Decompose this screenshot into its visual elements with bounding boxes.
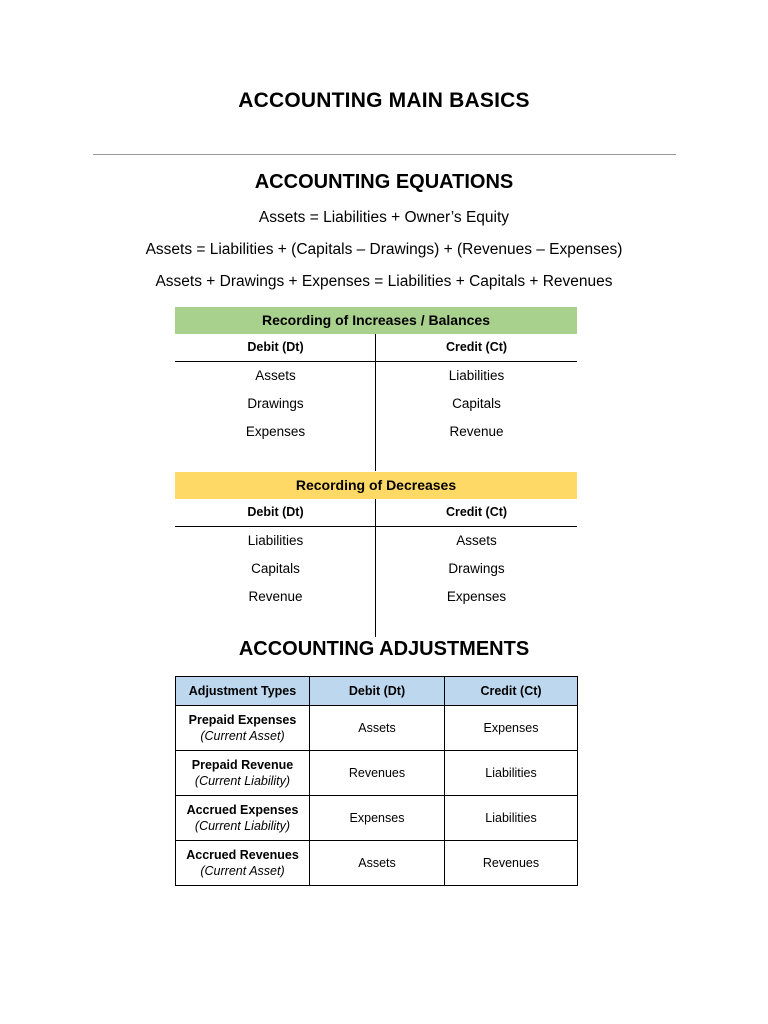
decreases-debit-item: Revenue: [248, 589, 303, 604]
adjustment-type-classification: (Current Liability): [194, 774, 291, 788]
debit-cell: Revenues: [310, 751, 445, 796]
increases-debit-item: Drawings: [247, 396, 304, 411]
adjustment-type-name: Prepaid Expenses: [188, 713, 297, 727]
decreases-debit-label: Debit (Dt): [175, 499, 376, 527]
credit-cell: Liabilities: [445, 796, 578, 841]
equation-rearranged: Assets + Drawings + Expenses = Liabilities + Capitals + Revenues: [155, 273, 613, 290]
adjustments-table: [175, 676, 578, 886]
adjustment-type-name: Accrued Revenues: [186, 848, 299, 862]
decreases-credit-item: Drawings: [448, 561, 505, 576]
increases-credit-column: [376, 334, 577, 446]
title-divider: [93, 154, 676, 155]
adjustments-heading: ACCOUNTING ADJUSTMENTS: [238, 638, 530, 660]
decreases-credit-column: [376, 499, 577, 611]
credit-cell: Liabilities: [445, 751, 578, 796]
increases-debit-item: Assets: [255, 368, 296, 383]
decreases-credit-item: Assets: [456, 533, 497, 548]
increases-credit-item: Revenue: [449, 424, 504, 439]
table-row: [176, 796, 578, 841]
adjustment-type-classification: (Current Asset): [200, 729, 285, 743]
increases-columns: [175, 334, 577, 446]
decreases-divider: [375, 499, 376, 637]
decreases-t-account: [175, 472, 577, 611]
table-row: [176, 841, 578, 886]
adjustment-type-name: Prepaid Revenue: [191, 758, 294, 772]
decreases-debit-item: Capitals: [251, 561, 300, 576]
decreases-columns: [175, 499, 577, 611]
decreases-debit-column: [175, 499, 376, 611]
adjustment-type-name: Accrued Expenses: [186, 803, 299, 817]
decreases-credit-item: Expenses: [446, 589, 507, 604]
debit-cell: Assets: [310, 841, 445, 886]
decreases-credit-label: Credit (Ct): [376, 499, 577, 527]
increases-t-account: [175, 307, 577, 446]
increases-debit-item: Expenses: [245, 424, 306, 439]
column-header-adjustment-types: Adjustment Types: [176, 677, 310, 706]
credit-cell: Revenues: [445, 841, 578, 886]
adjustment-type-classification: (Current Liability): [194, 819, 291, 833]
decreases-header: Recording of Decreases: [175, 472, 577, 499]
increases-credit-item: Liabilities: [448, 368, 505, 383]
adjustment-type-classification: (Current Asset): [200, 864, 285, 878]
increases-divider: [375, 334, 376, 471]
equations-heading: ACCOUNTING EQUATIONS: [254, 171, 514, 193]
page-title: ACCOUNTING MAIN BASICS: [238, 89, 530, 112]
adjustment-type-cell: [176, 841, 310, 886]
increases-debit-column: [175, 334, 376, 446]
debit-cell: Assets: [310, 706, 445, 751]
table-row: [176, 706, 578, 751]
increases-header: Recording of Increases / Balances: [175, 307, 577, 334]
increases-credit-item: Capitals: [452, 396, 501, 411]
adjustment-type-cell: [176, 751, 310, 796]
debit-cell: Expenses: [310, 796, 445, 841]
adjustments-header-row: [176, 677, 578, 706]
decreases-debit-item: Liabilities: [247, 533, 304, 548]
column-header-debit: Debit (Dt): [310, 677, 445, 706]
increases-credit-label: Credit (Ct): [376, 334, 577, 362]
equation-basic: Assets = Liabilities + Owner’s Equity: [258, 209, 510, 226]
column-header-credit: Credit (Ct): [445, 677, 578, 706]
table-row: [176, 751, 578, 796]
increases-debit-label: Debit (Dt): [175, 334, 376, 362]
credit-cell: Expenses: [445, 706, 578, 751]
adjustment-type-cell: [176, 706, 310, 751]
adjustment-type-cell: [176, 796, 310, 841]
equation-expanded: Assets = Liabilities + (Capitals – Drawings) + (Revenues – Expenses): [145, 241, 623, 258]
